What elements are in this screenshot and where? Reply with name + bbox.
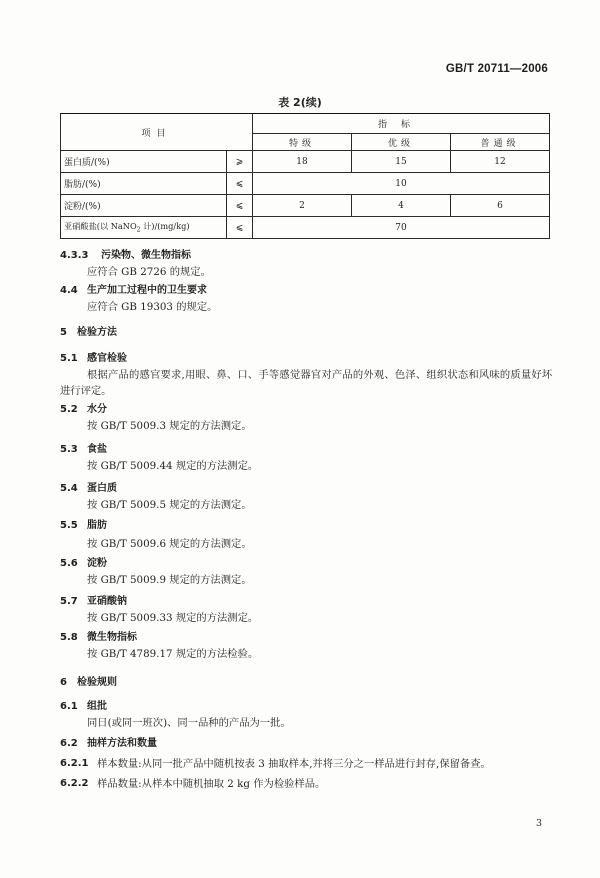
section-number: 6.2 — [60, 738, 78, 749]
section-number: 6.2.2 — [60, 778, 89, 789]
paragraph: 按 GB/T 5009.6 规定的方法测定。 — [87, 538, 252, 550]
section-number: 6.2.1 — [60, 758, 89, 769]
row-symbol: ⩾ — [227, 151, 253, 173]
cell-value: 6 — [451, 195, 550, 217]
table-row — [61, 151, 550, 173]
cell-value: 12 — [451, 151, 550, 173]
paragraph: 同日(或同一班次)、同一品种的产品为一批。 — [87, 717, 291, 729]
cell-value-merged: 10 — [253, 173, 550, 195]
section-number: 5.1 — [60, 353, 78, 364]
section-number: 5 — [60, 327, 67, 338]
section-title: 生产加工过程中的卫生要求 — [87, 285, 207, 296]
paragraph: 按 GB/T 5009.9 规定的方法测定。 — [87, 574, 252, 586]
paragraph: 按 GB/T 5009.5 规定的方法测定。 — [87, 499, 252, 511]
row-label: 脂肪/(%) — [61, 173, 227, 195]
paragraph: 应符合 GB 2726 的规定。 — [87, 266, 211, 278]
page-number: 3 — [535, 818, 542, 829]
paragraph: 应符合 GB 19303 的规定。 — [87, 301, 218, 313]
table-row — [61, 173, 550, 195]
cell-value-merged: 70 — [253, 217, 550, 239]
paragraph: 根据产品的感官要求,用眼、鼻、口、手等感觉器官对产品的外观、色泽、组织状态和风味的质量好坏 — [87, 369, 553, 381]
section-number: 4.4 — [60, 285, 78, 296]
paragraph: 按 GB/T 5009.44 规定的方法测定。 — [87, 460, 259, 472]
header-grade-excellent: 优级 — [352, 134, 451, 151]
paragraph: 按 GB/T 5009.33 规定的方法测定。 — [87, 612, 259, 624]
cell-value: 4 — [352, 195, 451, 217]
section-title: 检验方法 — [77, 327, 117, 338]
header-grade-normal: 普通级 — [451, 134, 550, 151]
section-number: 5.4 — [60, 483, 78, 494]
table-row — [61, 217, 550, 239]
row-symbol: ⩽ — [227, 217, 253, 239]
section-title: 组批 — [87, 701, 107, 712]
spec-table — [60, 113, 550, 239]
table-row — [61, 195, 550, 217]
header-indicator: 指标 — [253, 114, 550, 134]
section-number: 6 — [60, 677, 67, 688]
section-title: 微生物指标 — [87, 632, 137, 643]
section-title: 脂肪 — [87, 520, 107, 531]
paragraph: 按 GB/T 5009.3 规定的方法测定。 — [87, 420, 252, 432]
section-title: 亚硝酸钠 — [87, 596, 127, 607]
section-number: 5.7 — [60, 596, 78, 607]
row-symbol: ⩽ — [227, 173, 253, 195]
section-number: 5.8 — [60, 632, 78, 643]
section-title: 检验规则 — [77, 677, 117, 688]
section-title: 淀粉 — [87, 558, 107, 569]
paragraph: 样本数量:从同一批产品中随机按表 3 抽取样本,并将三分之一样品进行封存,保留备查。 — [97, 758, 491, 770]
section-title: 感官检验 — [87, 353, 127, 364]
section-title: 污染物、微生物指标 — [101, 250, 191, 261]
section-title: 蛋白质 — [87, 483, 117, 494]
section-title: 抽样方法和数量 — [87, 738, 157, 749]
row-label: 亚硝酸盐(以 NaNO$_2$ 计)/(mg/kg) — [61, 217, 227, 239]
cell-value: 18 — [253, 151, 352, 173]
section-number: 6.1 — [60, 701, 78, 712]
paragraph: 样品数量:从样本中随机抽取 2 kg 作为检验样品。 — [97, 778, 326, 790]
section-title: 食盐 — [87, 444, 107, 455]
header-item: 项目 — [61, 114, 253, 151]
cell-value: 2 — [253, 195, 352, 217]
standard-code: GB/T 20711—2006 — [445, 63, 548, 75]
row-label: 蛋白质/(%) — [61, 151, 227, 173]
section-number: 5.5 — [60, 520, 78, 531]
section-number: 5.3 — [60, 444, 78, 455]
row-symbol: ⩽ — [227, 195, 253, 217]
section-number: 5.6 — [60, 558, 78, 569]
paragraph: 按 GB/T 4789.17 规定的方法检验。 — [87, 648, 259, 660]
table-title: 表 2(续) — [278, 96, 322, 109]
header-grade-special: 特级 — [253, 134, 352, 151]
section-number: 4.3.3 — [60, 250, 89, 261]
row-label: 淀粉/(%) — [61, 195, 227, 217]
paragraph: 进行评定。 — [60, 385, 112, 397]
section-number: 5.2 — [60, 404, 78, 415]
cell-value: 15 — [352, 151, 451, 173]
section-title: 水分 — [87, 404, 107, 415]
